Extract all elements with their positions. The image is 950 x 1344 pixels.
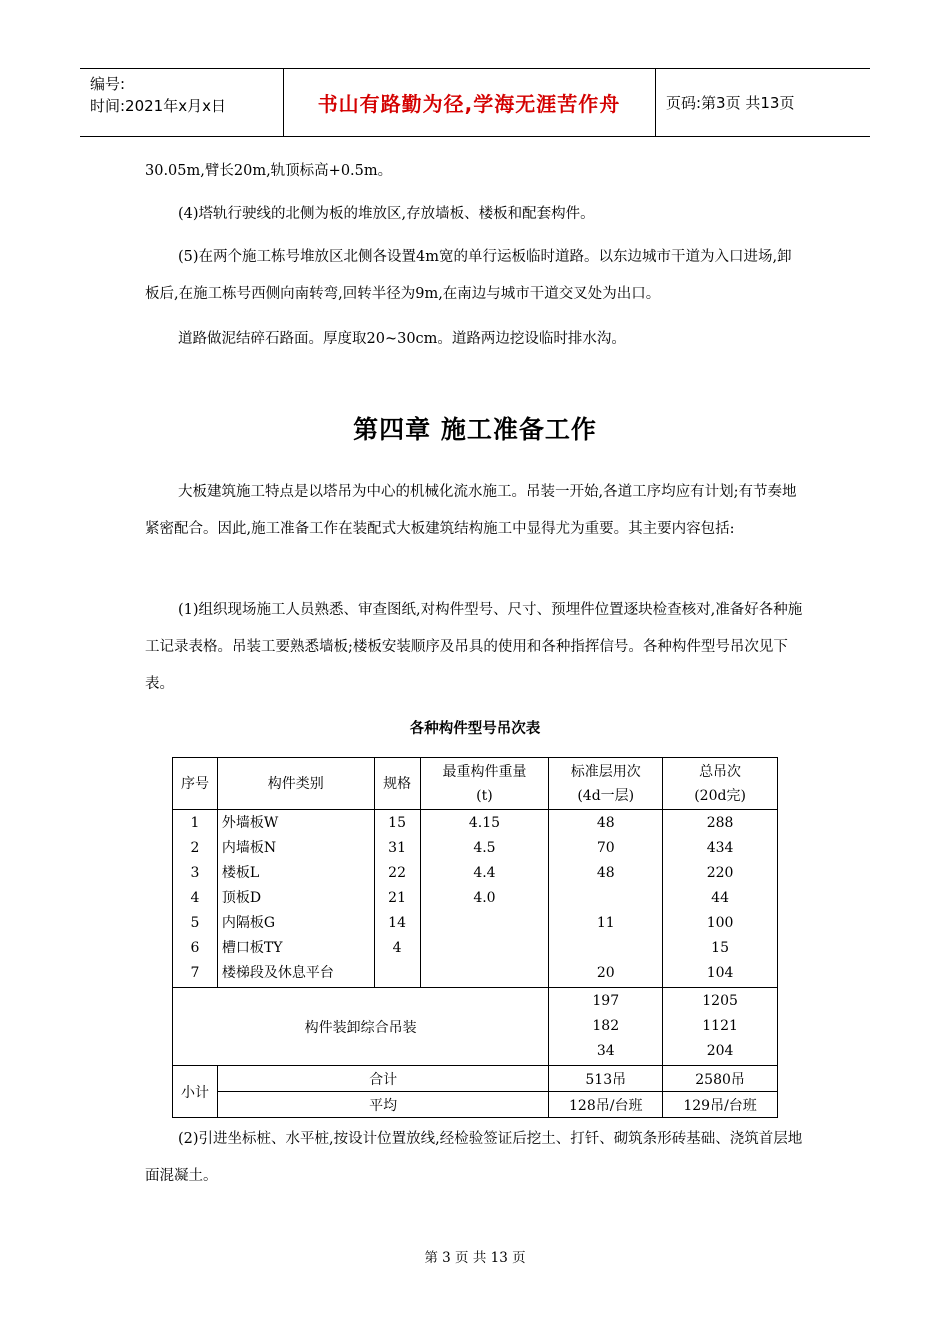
spec-column	[374, 810, 420, 988]
cell-spec	[375, 961, 420, 986]
header-motto: 书山有路勤为径,学海无涯苦作舟	[317, 92, 621, 116]
header-spec: 规格	[374, 758, 420, 810]
cell-seq: 2	[190, 840, 200, 856]
table-header-row	[173, 758, 778, 810]
composite-std	[549, 988, 663, 1066]
cell-total: 44	[711, 890, 729, 906]
std-column	[549, 810, 663, 988]
paragraph: 30.05m,臂长20m,轨顶标高+0.5m。	[145, 163, 393, 179]
document-time-label: 时间:2021年x月x日	[90, 97, 226, 115]
seq-column	[173, 810, 218, 988]
cell-total: 204	[706, 1043, 734, 1059]
header-std-line2: (4d一层)	[577, 787, 635, 804]
cell-type: 顶板D	[221, 890, 262, 906]
cell-type: 楼板L	[221, 865, 260, 881]
cell-std: 48	[596, 865, 615, 881]
cell-spec: 4	[392, 940, 402, 956]
sum-row	[173, 1066, 778, 1092]
header-seq: 序号	[173, 758, 218, 810]
cell-type: 内隔板G	[221, 915, 276, 931]
header-std-line1: 标准层用次	[570, 763, 641, 780]
cell-std: 11	[596, 915, 615, 931]
paragraph: (1)组织现场施工人员熟悉、审查图纸,对构件型号、尺寸、预埋件位置逐块检查核对,准备好各种施工记录表格。吊装工要熟悉墙板;楼板安装顺序及吊具的使用和各种指挥信号。各种构件型号吊次见下表。	[145, 602, 803, 692]
chapter-title: 第四章 施工准备工作	[353, 415, 597, 444]
cell-weight	[421, 936, 549, 961]
paragraph: (2)引进坐标桩、水平桩,按设计位置放线,经检验签证后挖土、打钎、砌筑条形砖基础、浇筑首层地面混凝土。	[145, 1131, 803, 1184]
cell-total: 434	[706, 840, 734, 856]
cell-std: 20	[596, 965, 615, 981]
header-weight	[420, 758, 549, 810]
cell-seq: 5	[190, 915, 200, 931]
cell-std	[549, 886, 662, 911]
cell-total: 100	[706, 915, 734, 931]
cell-total: 1205	[702, 993, 738, 1009]
cell-total: 288	[706, 815, 734, 831]
cell-total: 1121	[702, 1018, 738, 1034]
cell-type: 槽口板TY	[221, 940, 283, 956]
composite-total	[663, 988, 778, 1066]
weight-column	[420, 810, 549, 988]
cell-std: 182	[592, 1018, 620, 1034]
paragraph: 道路做泥结碎石路面。厚度取20~30cm。道路两边挖设临时排水沟。	[178, 331, 626, 347]
paragraph: (5)在两个施工栋号堆放区北侧各设置4m宽的单行运板临时道路。以东边城市干道为入口进场,卸板后,在施工栋号西侧向南转弯,回转半径为9m,在南边与城市干道交叉处为出口。	[145, 249, 792, 302]
cell-std: 70	[596, 840, 615, 856]
header-divider	[655, 69, 656, 136]
paragraph: (4)塔轨行驶线的北侧为板的堆放区,存放墙板、楼板和配套构件。	[178, 206, 595, 222]
page-footer: 第 3 页 共 13 页	[424, 1250, 526, 1266]
cell-spec: 15	[388, 815, 406, 831]
header-page-info: 页码:第3页 共13页	[666, 94, 795, 112]
avg-std: 128吊/台班	[549, 1092, 663, 1118]
cell-type: 内墙板N	[221, 840, 277, 856]
header-std	[549, 758, 663, 810]
paragraph: 大板建筑施工特点是以塔吊为中心的机械化流水施工。吊装一开始,各道工序均应有计划;有节奏地紧密配合。因此,施工准备工作在装配式大板建筑结构施工中显得尤为重要。其主要内容包括:	[145, 484, 797, 537]
header-type: 构件类别	[217, 758, 374, 810]
cell-seq: 4	[190, 890, 200, 906]
cell-weight: 4.15	[468, 815, 501, 831]
cell-weight: 4.5	[473, 840, 496, 856]
cell-type: 楼梯段及休息平台	[221, 965, 334, 981]
cell-weight: 4.4	[473, 865, 496, 881]
cell-weight	[421, 961, 549, 986]
table-title: 各种构件型号吊次表	[409, 721, 541, 737]
cell-spec: 31	[388, 840, 406, 856]
header-weight-line2: (t)	[476, 787, 493, 804]
total-column	[663, 810, 778, 988]
avg-row	[173, 1092, 778, 1118]
cell-seq: 6	[190, 940, 200, 956]
cell-spec: 22	[388, 865, 406, 881]
sum-std: 513吊	[549, 1066, 663, 1092]
header-total	[663, 758, 778, 810]
cell-total: 104	[706, 965, 734, 981]
type-column	[217, 810, 374, 988]
cell-seq: 3	[190, 865, 200, 881]
cell-spec: 21	[388, 890, 406, 906]
cell-total: 15	[711, 940, 729, 956]
cell-std: 34	[596, 1043, 615, 1059]
cell-std: 48	[596, 815, 615, 831]
composite-label: 构件装卸综合吊装	[173, 988, 549, 1066]
cell-seq: 7	[190, 965, 200, 981]
cell-type: 外墙板W	[221, 815, 279, 831]
cell-spec: 14	[388, 915, 406, 931]
header-meta	[90, 73, 226, 117]
page-header	[80, 68, 870, 137]
crane-lift-table	[172, 757, 778, 1118]
document-number-label: 编号:	[90, 75, 126, 93]
avg-total: 129吊/台班	[663, 1092, 778, 1118]
composite-row	[173, 988, 778, 1066]
table-row-group	[173, 810, 778, 988]
cell-weight: 4.0	[473, 890, 496, 906]
avg-label: 平均	[217, 1092, 548, 1118]
cell-std	[549, 936, 662, 961]
cell-weight	[421, 911, 549, 936]
cell-total: 220	[706, 865, 734, 881]
sum-label: 合计	[217, 1066, 548, 1092]
subtotal-label: 小计	[173, 1066, 218, 1118]
header-total-line1: 总吊次	[699, 763, 742, 780]
header-total-line2: (20d完)	[694, 787, 746, 804]
header-weight-line1: 最重构件重量	[442, 763, 527, 780]
cell-std: 197	[592, 993, 620, 1009]
sum-total: 2580吊	[663, 1066, 778, 1092]
cell-seq: 1	[190, 815, 200, 831]
